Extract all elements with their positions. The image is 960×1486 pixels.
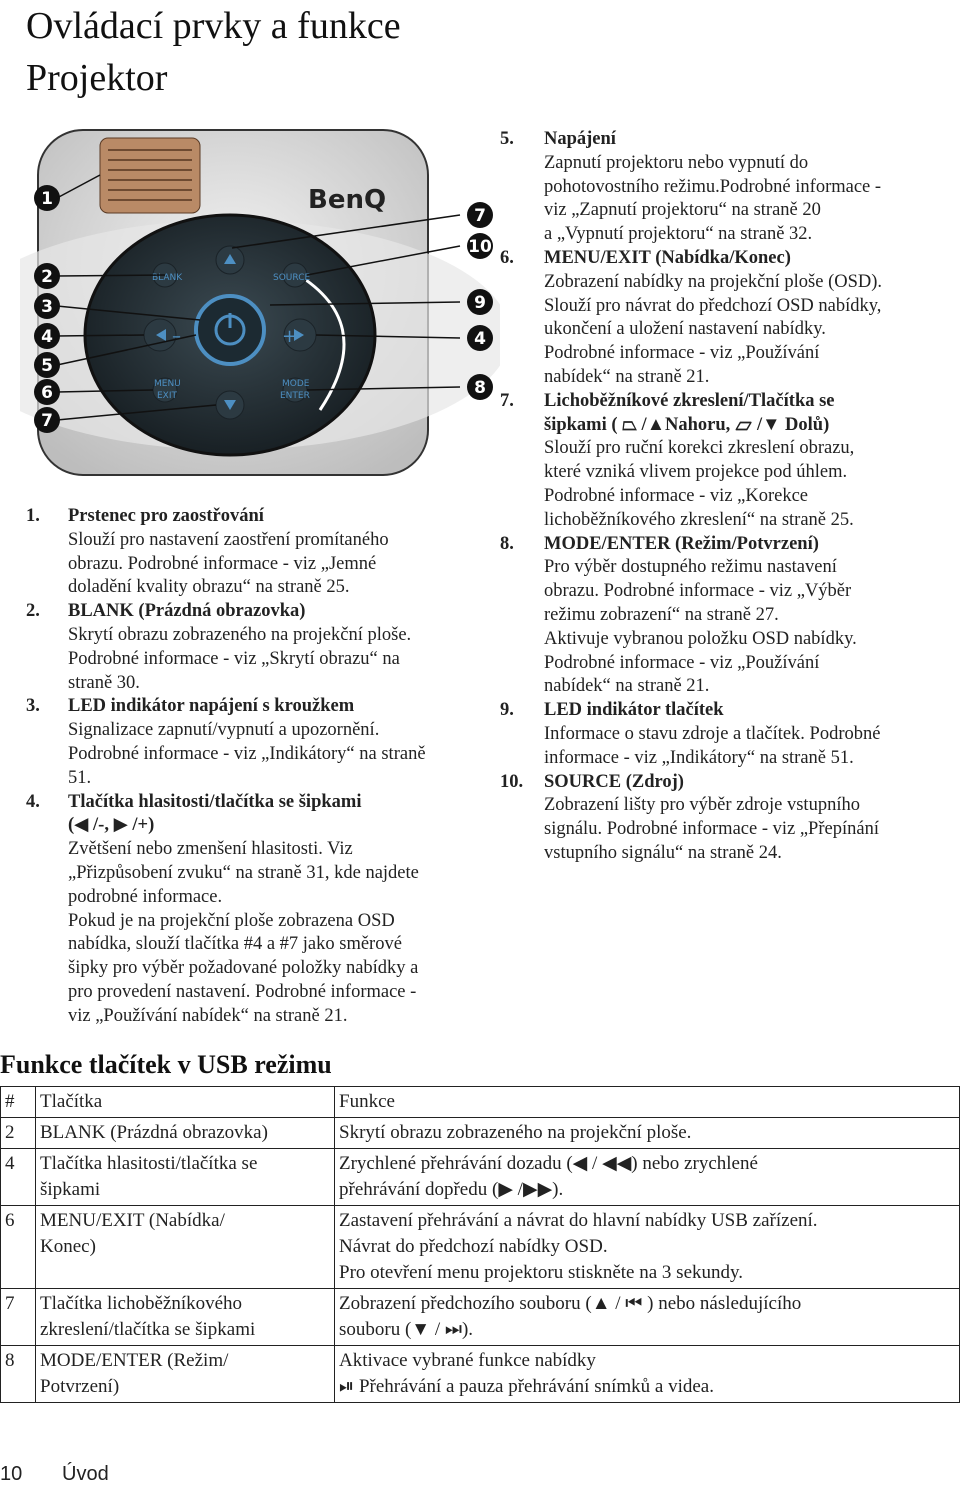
callout-number: 10: [468, 237, 492, 257]
feature-item: [26, 600, 496, 695]
item-number: 1.: [26, 506, 40, 526]
item-text-line: šipky pro výběr požadované položky nabídky a: [68, 958, 419, 979]
item-text-line: Zobrazení lišty pro výběr zdroje vstupního: [544, 795, 860, 816]
item-text-line: informace - viz „Indikátory“ na straně 51.: [544, 747, 854, 768]
item-text-line: nabídek“ na straně 21.: [544, 366, 710, 387]
feature-item: [500, 533, 960, 700]
item-text-line: vstupního signálu“ na straně 24.: [544, 842, 782, 863]
item-text-line: Skrytí obrazu zobrazeného na projekční ploše.: [68, 624, 412, 645]
cell-text-line: ⏯ Přehrávání a pauza přehrávání snímků a videa.: [339, 1376, 714, 1397]
blank-label: BLANK: [152, 273, 183, 283]
cell-text-line: MODE/ENTER (Režim/: [40, 1350, 229, 1371]
item-number: 6.: [500, 247, 514, 268]
item-text-line: podrobné informace.: [68, 886, 223, 907]
usb-section-title: Funkce tlačítek v USB režimu: [0, 1050, 332, 1079]
function-cell: [335, 1149, 960, 1206]
section-name: Úvod: [62, 1463, 109, 1485]
item-title: Prstenec pro zaostřování: [68, 506, 264, 526]
row-number-cell: 6: [1, 1206, 36, 1289]
item-number: 4.: [26, 791, 40, 812]
item-title: Tlačítka hlasitosti/tlačítka se šipkami: [68, 791, 362, 812]
item-title-cont: šipkami ( ⏢ /▲Nahoru, ⏥ /▼ Dolů): [544, 414, 830, 435]
item-title-cont: (◀ /-, ▶ /+): [68, 815, 155, 836]
function-cell: [335, 1289, 960, 1346]
item-number: 8.: [500, 533, 514, 554]
item-number: 9.: [500, 700, 514, 721]
row-number-cell: 7: [1, 1289, 36, 1346]
row-number-cell: 4: [1, 1149, 36, 1206]
left-column: [26, 505, 496, 1029]
item-title: BLANK (Prázdná obrazovka): [68, 601, 306, 622]
item-title: LED indikátor napájení s kroužkem: [68, 696, 355, 717]
title-line-1: Ovládací prvky a funkce: [26, 5, 401, 47]
item-text-line: režimu zobrazení“ na straně 27.: [544, 604, 779, 625]
callout-number: 5: [41, 356, 53, 376]
cell-text-line: Tlačítka hlasitosti/tlačítka se: [40, 1153, 258, 1174]
table-header-cell: #: [1, 1087, 36, 1118]
callout-number: 4: [474, 329, 486, 349]
cell-text-line: MENU/EXIT (Nabídka/: [40, 1210, 225, 1231]
callout-number: 7: [41, 411, 53, 431]
item-text-line: Signalizace zapnutí/vypnutí a upozornění.: [68, 720, 380, 741]
feature-item: [26, 791, 496, 1029]
page-number: 10: [0, 1463, 23, 1485]
item-text-line: Podrobné informace - viz „Používání: [544, 652, 820, 673]
item-text-line: Slouží pro nastavení zaostření promítaného: [68, 529, 389, 550]
item-title: Napájení: [544, 129, 616, 149]
table-header-cell: Funkce: [335, 1087, 960, 1118]
item-text-line: Podrobné informace - viz „Skrytí obrazu“ na: [68, 648, 400, 669]
table-row: [1, 1289, 960, 1346]
mode-label: MODE: [282, 379, 310, 389]
cell-text-line: Skrytí obrazu zobrazeného na projekční ploše.: [339, 1122, 692, 1143]
item-text-line: nabídka, slouží tlačítka #4 a #7 jako směrové: [68, 934, 402, 955]
cell-text-line: přehrávání dopředu (▶ /▶▶).: [339, 1179, 564, 1200]
item-text-line: pro provedení nastavení. Podrobné informace -: [68, 981, 417, 1002]
item-text-line: Zobrazení nabídky na projekční ploše (OSD).: [544, 271, 883, 292]
row-number-cell: 8: [1, 1346, 36, 1403]
item-text-line: Podrobné informace - viz „Korekce: [544, 485, 809, 506]
plus-label: +: [282, 326, 298, 347]
function-cell: [335, 1346, 960, 1403]
minus-label: –: [172, 326, 181, 347]
item-text-line: a „Vypnutí projektoru“ na straně 32.: [544, 224, 813, 245]
brand-logo: BenQ: [308, 185, 387, 215]
feature-item: [500, 699, 960, 770]
item-text-line: obrazu. Podrobné informace - viz „Jemné: [68, 553, 377, 574]
cell-text-line: Zrychlené přehrávání dozadu (◀ / ◀◀) nebo zrychlené: [339, 1153, 758, 1174]
table-row: [1, 1118, 960, 1149]
table-row: [1, 1149, 960, 1206]
cell-text-line: Pro otevření menu projektoru stiskněte na 3 sekundy.: [339, 1262, 744, 1283]
item-number: 5.: [500, 129, 514, 149]
item-text-line: Slouží pro návrat do předchozí OSD nabídky,: [544, 295, 882, 316]
projector-diagram: [20, 120, 500, 490]
button-name-cell: [36, 1206, 335, 1289]
item-text-line: Podrobné informace - viz „Indikátory“ na straně: [68, 743, 426, 764]
row-number-cell: 2: [1, 1118, 36, 1149]
item-title: MODE/ENTER (Režim/Potvrzení): [544, 533, 819, 554]
power-button[interactable]: [196, 296, 264, 364]
feature-item: [500, 247, 960, 390]
cell-text-line: Zobrazení předchozího souboru (▲ / ⏮ ) nebo následujícího: [339, 1293, 802, 1314]
cell-text-line: souboru (▼ / ⏭).: [339, 1319, 474, 1340]
cell-text-line: zkreslení/tlačítka se šipkami: [40, 1319, 256, 1340]
cell-text-line: Návrat do předchozí nabídky OSD.: [339, 1236, 608, 1257]
table-header-cell: Tlačítka: [36, 1087, 335, 1118]
item-number: 7.: [500, 390, 514, 411]
item-text-line: obrazu. Podrobné informace - viz „Výběr: [544, 581, 852, 602]
item-number: 2.: [26, 601, 40, 622]
item-text-line: Pokud je na projekční ploše zobrazena OSD: [68, 910, 395, 931]
item-text-line: Aktivuje vybranou položku OSD nabídky.: [544, 628, 857, 649]
feature-item: [500, 390, 960, 533]
title-line-2: Projektor: [26, 57, 168, 99]
feature-item: [500, 128, 960, 247]
button-name-cell: [36, 1346, 335, 1403]
callout-number: 9: [474, 293, 486, 313]
item-text-line: doladění kvality obrazu“ na straně 25.: [68, 577, 350, 598]
item-text-line: viz „Zapnutí projektoru“ na straně 20: [544, 200, 821, 221]
enter-label: ENTER: [280, 391, 310, 401]
item-text-line: Slouží pro ruční korekci zkreslení obrazu,: [544, 438, 855, 459]
table-row: [1, 1206, 960, 1289]
callout-number: 1: [41, 189, 53, 209]
item-title: SOURCE (Zdroj): [544, 771, 684, 792]
item-number: 10.: [500, 771, 524, 792]
usb-functions-table: [0, 1086, 960, 1403]
item-text-line: nabídek“ na straně 21.: [544, 676, 710, 697]
item-text-line: „Přizpůsobení zvuku“ na straně 31, kde najdete: [68, 862, 419, 883]
item-number: 3.: [26, 696, 40, 717]
cell-text-line: Zastavení přehrávání a návrat do hlavní nabídky USB zařízení.: [339, 1210, 818, 1231]
callout-number: 3: [41, 297, 53, 317]
callout-number: 7: [474, 206, 486, 226]
item-text-line: Zvětšení nebo zmenšení hlasitosti. Viz: [68, 839, 353, 860]
cell-text-line: Aktivace vybrané funkce nabídky: [339, 1350, 596, 1371]
item-text-line: signálu. Podrobné informace - viz „Přepínání: [544, 819, 879, 840]
item-text-line: lichoběžníkového zkreslení“ na straně 25.: [544, 509, 854, 530]
table-header-row: [1, 1087, 960, 1118]
item-text-line: ukončení a uložení nastavení nabídky.: [544, 319, 826, 340]
exit-label: EXIT: [157, 391, 178, 401]
item-text-line: Podrobné informace - viz „Používání: [544, 343, 820, 364]
cell-text-line: Potvrzení): [40, 1376, 120, 1397]
item-text-line: Zapnutí projektoru nebo vypnutí do: [544, 152, 809, 173]
item-text-line: pohotovostního režimu.Podrobné informace -: [544, 176, 882, 197]
function-cell: [335, 1206, 960, 1289]
item-text-line: straně 30.: [68, 672, 140, 693]
button-name-cell: [36, 1149, 335, 1206]
page-title: [26, 0, 401, 104]
feature-item: [26, 695, 496, 790]
cell-text-line: BLANK (Prázdná obrazovka): [40, 1122, 268, 1143]
item-text-line: viz „Používání nabídek“ na straně 21.: [68, 1005, 348, 1026]
feature-item: [500, 771, 960, 866]
cell-text-line: Tlačítka lichoběžníkového: [40, 1293, 243, 1314]
cell-text-line: šipkami: [40, 1179, 101, 1200]
button-name-cell: [36, 1118, 335, 1149]
table-row: [1, 1346, 960, 1403]
cell-text-line: Konec): [40, 1236, 96, 1257]
item-title: Lichoběžníkové zkreslení/Tlačítka se: [544, 390, 835, 411]
callout-number: 4: [41, 327, 53, 347]
item-text-line: Pro výběr dostupného režimu nastavení: [544, 557, 837, 578]
item-title: MENU/EXIT (Nabídka/Konec): [544, 247, 791, 268]
source-label: SOURCE: [273, 273, 311, 283]
feature-item: [26, 505, 496, 600]
item-text-line: 51.: [68, 767, 92, 788]
callout-number: 6: [41, 383, 53, 403]
callout-number: 8: [474, 378, 486, 398]
item-text-line: které vzniká vlivem projekce pod úhlem.: [544, 462, 848, 483]
menu-label: MENU: [154, 379, 181, 389]
function-cell: [335, 1118, 960, 1149]
item-text-line: Informace o stavu zdroje a tlačítek. Podrobné: [544, 723, 881, 744]
button-name-cell: [36, 1289, 335, 1346]
callout-number: 2: [41, 267, 53, 287]
right-column: [500, 128, 960, 866]
item-title: LED indikátor tlačítek: [544, 700, 724, 721]
